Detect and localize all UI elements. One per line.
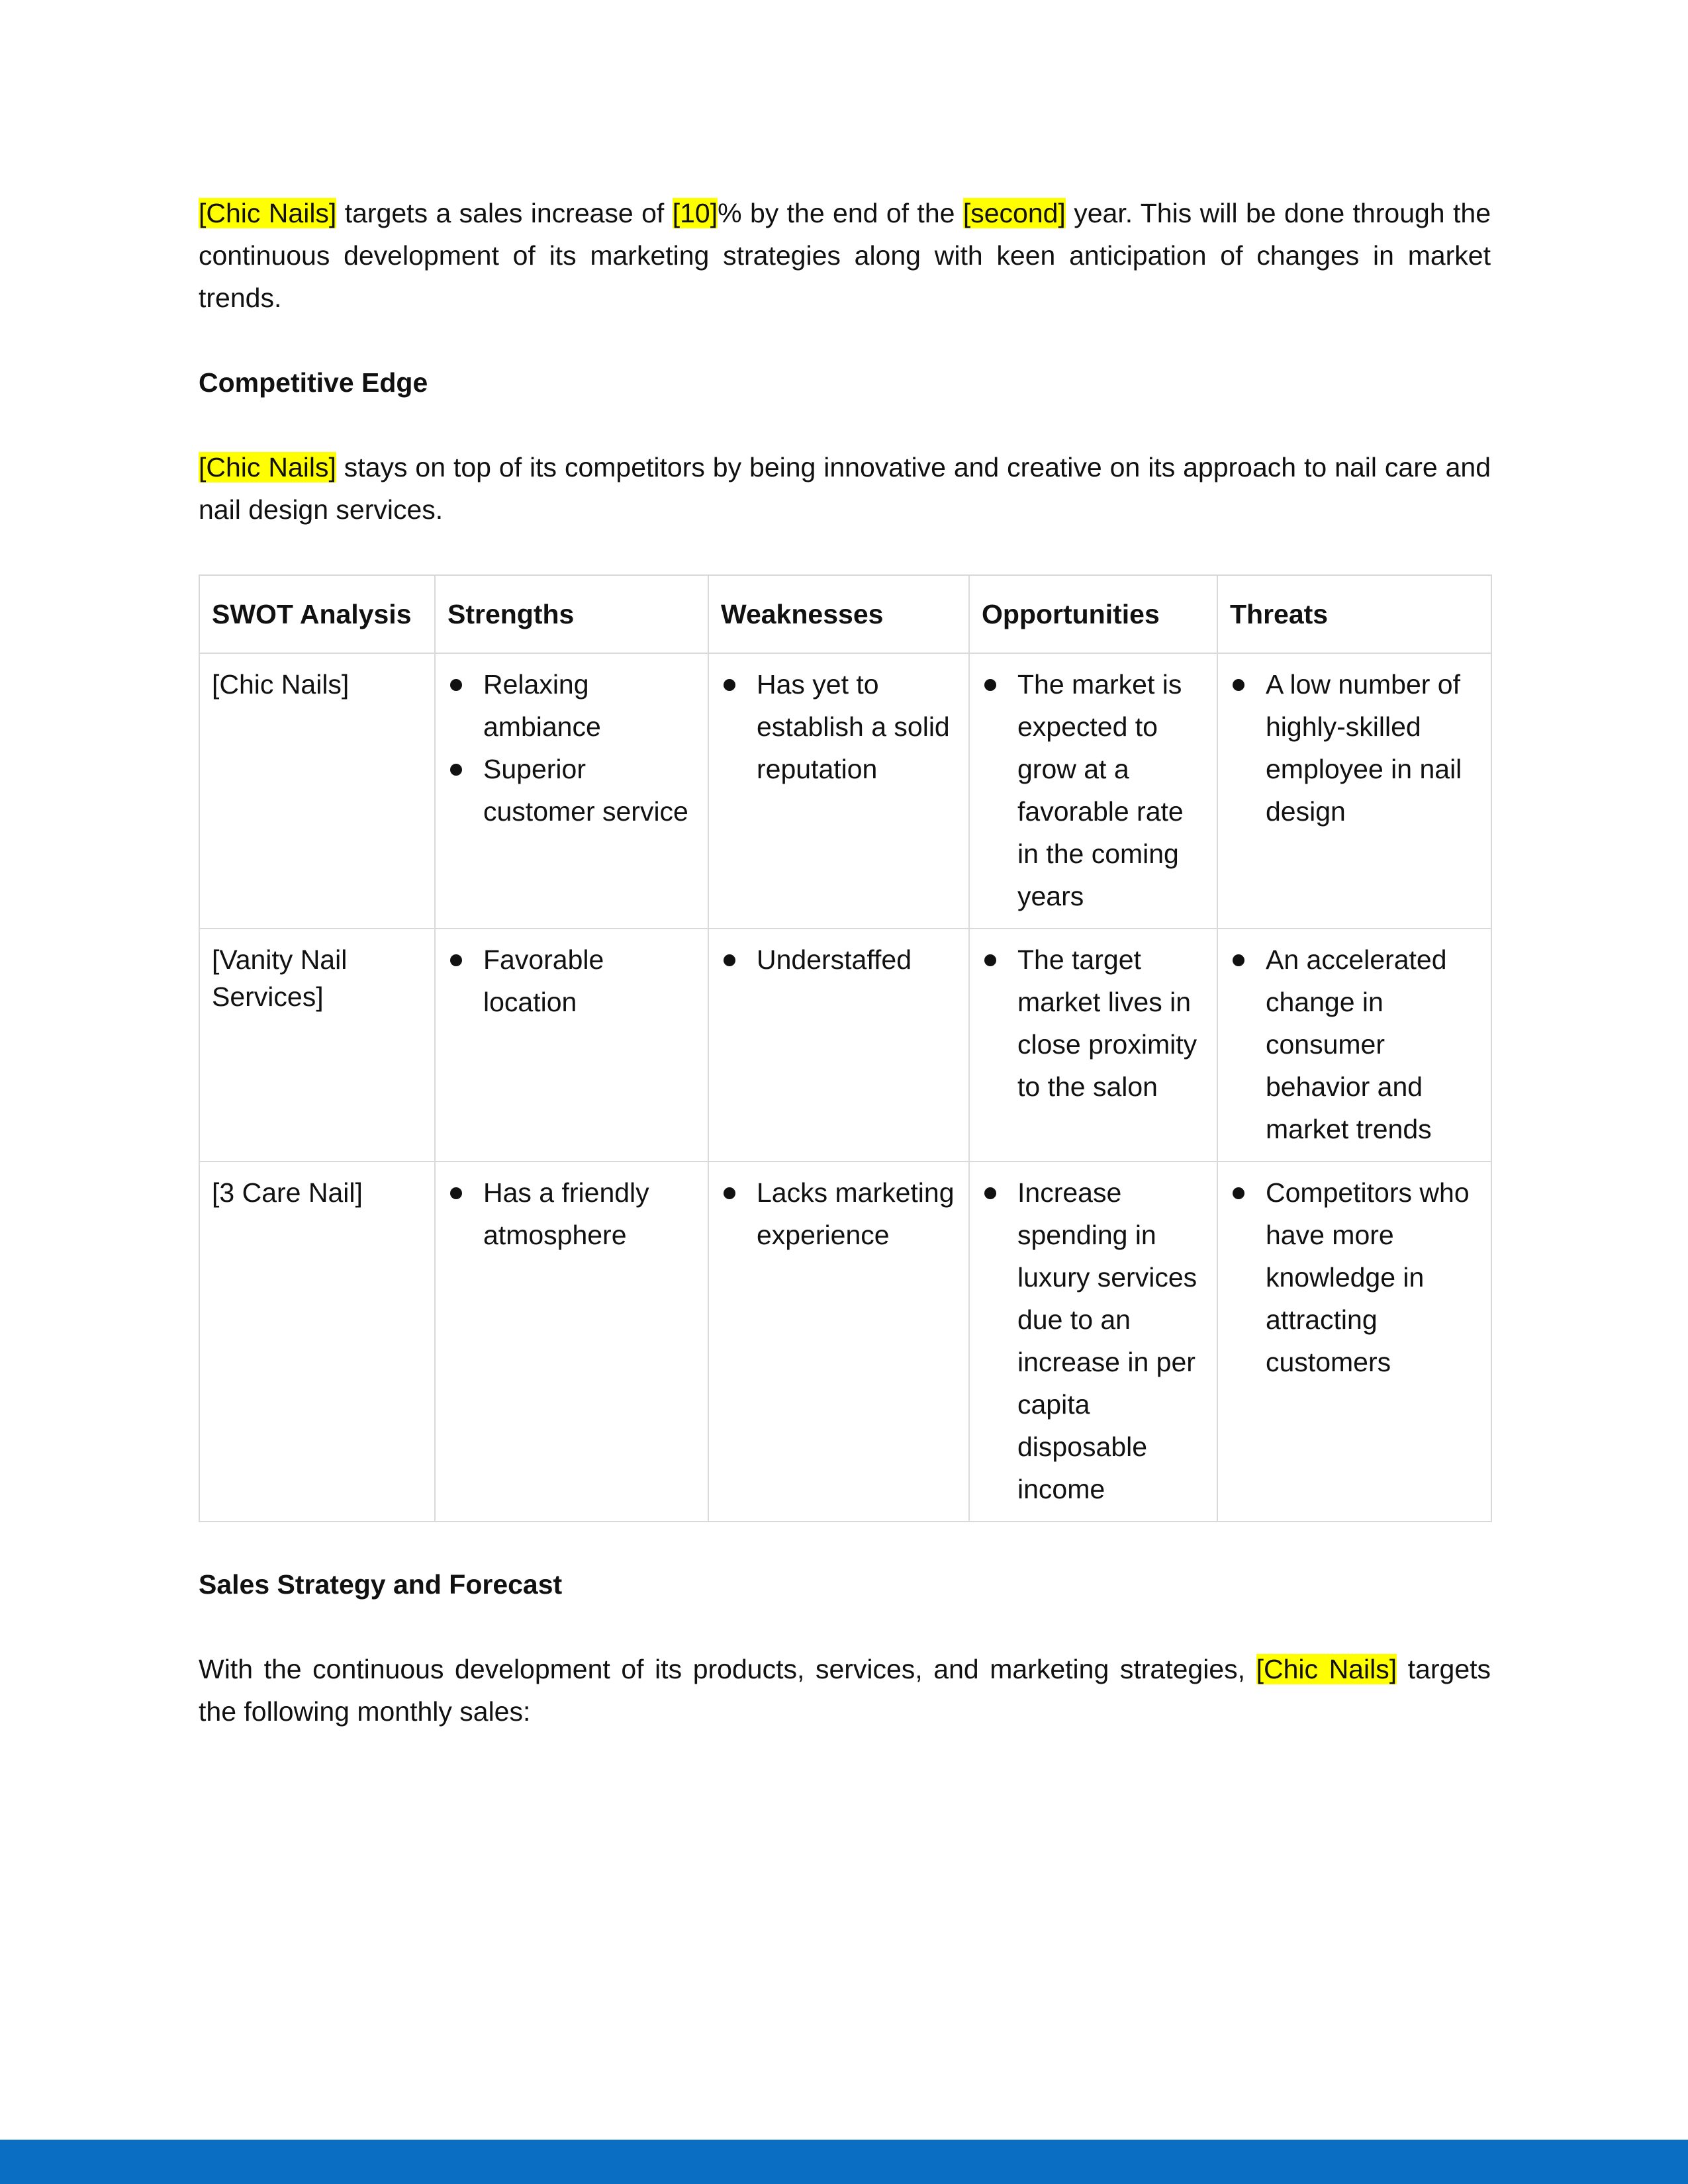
list-item-text: Lacks marketing experience bbox=[757, 1177, 955, 1250]
footer-bar bbox=[0, 2140, 1688, 2184]
threats-cell bbox=[1217, 929, 1491, 1161]
list-item bbox=[447, 938, 696, 1023]
sales-strategy-paragraph bbox=[199, 1648, 1491, 1733]
document-page bbox=[199, 192, 1491, 1733]
bullet-icon bbox=[450, 1187, 462, 1199]
list-item bbox=[447, 663, 696, 748]
table-row bbox=[199, 1161, 1491, 1522]
list-item-text: Increase spending in luxury services due to an increase in per capita disposable income bbox=[1017, 1177, 1197, 1504]
list-item-text: Understaffed bbox=[757, 944, 912, 975]
intro-text-2: % by the end of the bbox=[718, 198, 963, 228]
list-item-text: Has a friendly atmosphere bbox=[483, 1177, 649, 1250]
threats-cell bbox=[1217, 653, 1491, 929]
list-item bbox=[982, 663, 1205, 917]
sales-strategy-text-1: With the continuous development of its products, services, and marketing strategies, bbox=[199, 1654, 1256, 1684]
company-highlight: [Chic Nails] bbox=[1256, 1654, 1397, 1684]
list-item bbox=[721, 1171, 957, 1256]
row-name: [3 Care Nail] bbox=[199, 1161, 435, 1522]
strengths-cell bbox=[435, 1161, 708, 1522]
list-item bbox=[982, 938, 1205, 1108]
list-item-text: Relaxing ambiance bbox=[483, 669, 601, 742]
weaknesses-cell bbox=[708, 1161, 969, 1522]
list-item-text: Competitors who have more knowledge in attracting customers bbox=[1266, 1177, 1470, 1377]
header-weaknesses: Weaknesses bbox=[708, 575, 969, 653]
threats-cell bbox=[1217, 1161, 1491, 1522]
opportunities-cell bbox=[969, 929, 1217, 1161]
bullet-icon bbox=[724, 954, 735, 966]
intro-text-3: year. This will be done through the continuous development of its marketing strategies along with keen anticipation of changes in market trends. bbox=[199, 198, 1491, 313]
list-item bbox=[721, 663, 957, 790]
table-row bbox=[199, 653, 1491, 929]
list-item bbox=[721, 938, 957, 981]
opportunities-cell bbox=[969, 653, 1217, 929]
list-item bbox=[447, 1171, 696, 1256]
header-opportunities: Opportunities bbox=[969, 575, 1217, 653]
bullet-icon bbox=[450, 954, 462, 966]
swot-table bbox=[199, 574, 1492, 1522]
percent-highlight: [10] bbox=[672, 198, 718, 228]
bullet-icon bbox=[1233, 679, 1244, 691]
list-item-text: Superior customer service bbox=[483, 754, 688, 827]
bullet-icon bbox=[724, 1187, 735, 1199]
bullet-icon bbox=[1233, 954, 1244, 966]
weaknesses-cell bbox=[708, 653, 969, 929]
list-item-text: The market is expected to grow at a favorable rate in the coming years bbox=[1017, 669, 1184, 911]
header-threats: Threats bbox=[1217, 575, 1491, 653]
list-item bbox=[447, 748, 696, 833]
list-item bbox=[982, 1171, 1205, 1510]
list-item bbox=[1230, 663, 1479, 833]
row-name: [Vanity Nail Services] bbox=[199, 929, 435, 1161]
strengths-cell bbox=[435, 653, 708, 929]
list-item-text: A low number of highly-skilled employee in nail design bbox=[1266, 669, 1462, 827]
bullet-icon bbox=[450, 764, 462, 776]
list-item-text: The target market lives in close proximity to the salon bbox=[1017, 944, 1197, 1102]
opportunities-cell bbox=[969, 1161, 1217, 1522]
swot-header-row bbox=[199, 575, 1491, 653]
sales-strategy-text-2: targets the following monthly sales: bbox=[199, 1654, 1491, 1727]
list-item bbox=[1230, 1171, 1479, 1383]
weaknesses-cell bbox=[708, 929, 969, 1161]
list-item-text: Has yet to establish a solid reputation bbox=[757, 669, 950, 784]
bullet-icon bbox=[984, 679, 996, 691]
header-strengths: Strengths bbox=[435, 575, 708, 653]
bullet-icon bbox=[724, 679, 735, 691]
strengths-cell bbox=[435, 929, 708, 1161]
company-highlight: [Chic Nails] bbox=[199, 452, 336, 482]
bullet-icon bbox=[1233, 1187, 1244, 1199]
intro-text-1: targets a sales increase of bbox=[336, 198, 673, 228]
intro-paragraph bbox=[199, 192, 1491, 319]
list-item-text: Favorable location bbox=[483, 944, 604, 1017]
competitive-edge-text: stays on top of its competitors by being innovative and creative on its approach to nail care and nail design services. bbox=[199, 452, 1491, 525]
row-name: [Chic Nails] bbox=[199, 653, 435, 929]
bullet-icon bbox=[984, 954, 996, 966]
bullet-icon bbox=[450, 679, 462, 691]
competitive-edge-paragraph bbox=[199, 446, 1491, 531]
header-swot-analysis: SWOT Analysis bbox=[199, 575, 435, 653]
list-item bbox=[1230, 938, 1479, 1150]
bullet-icon bbox=[984, 1187, 996, 1199]
year-highlight: [second] bbox=[962, 198, 1066, 228]
list-item-text: An accelerated change in consumer behavior and market trends bbox=[1266, 944, 1447, 1144]
sales-strategy-heading: Sales Strategy and Forecast bbox=[199, 1569, 563, 1600]
competitive-edge-heading: Competitive Edge bbox=[199, 367, 428, 398]
company-highlight: [Chic Nails] bbox=[199, 198, 337, 228]
table-row bbox=[199, 929, 1491, 1161]
